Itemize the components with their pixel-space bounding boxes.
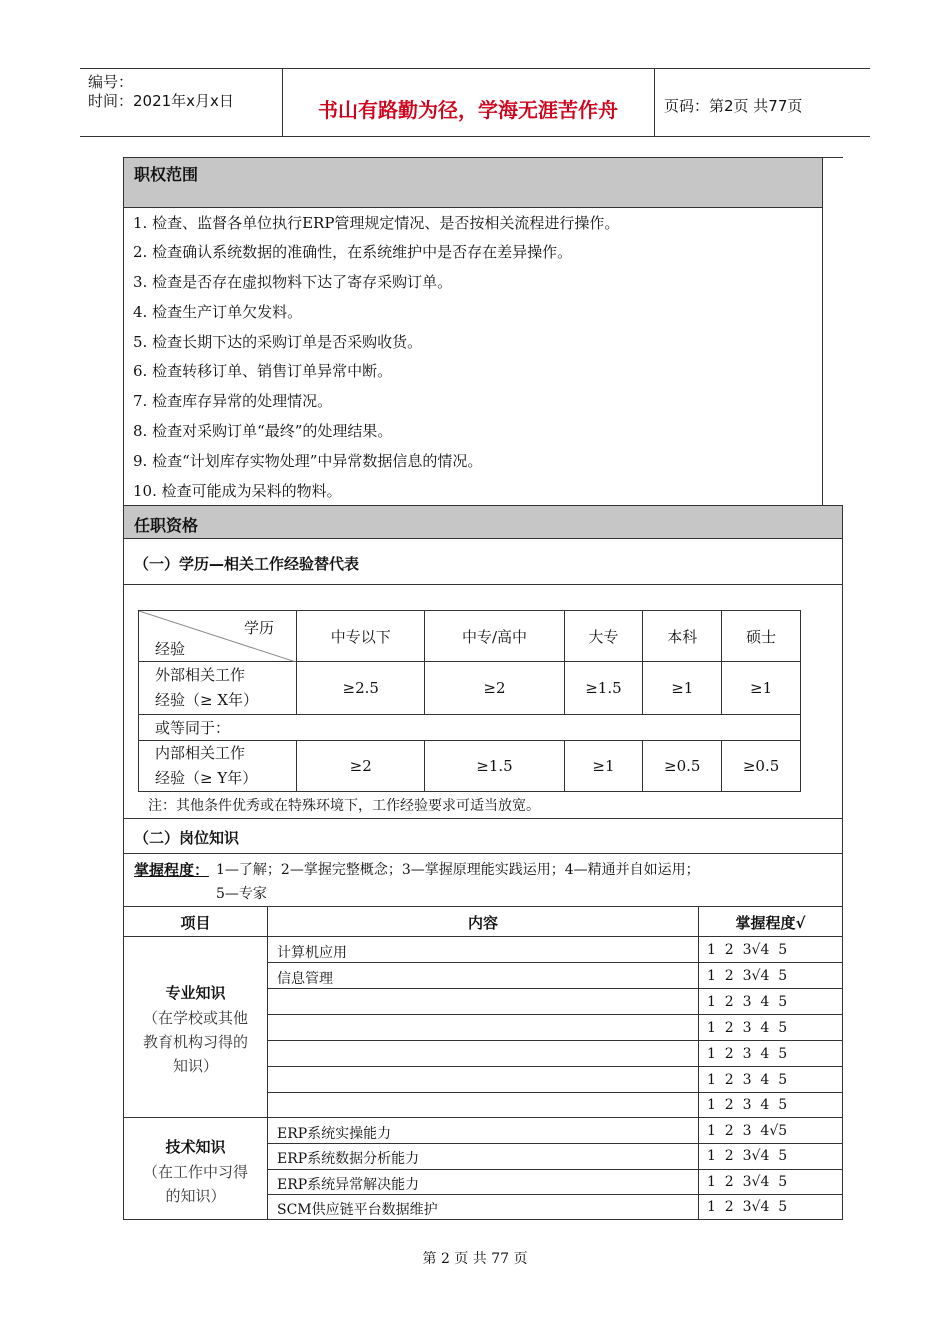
authority-title: 职权范围 [134,165,199,184]
duty-item: 8. 检查对采购订单“最终”的处理结果。 [133,422,393,440]
label-line: 经验（≥ X年） [155,691,259,709]
duty-item: 9. 检查“计划库存实物处理”中异常数据信息的情况。 [133,452,483,470]
header-top-rule [80,68,870,69]
rule [267,1066,843,1067]
experience-note: 注：其他条件优秀或在特殊环境下，工作经验要求可适当放宽。 [148,798,540,814]
mastery-scale-line1: 1—了解；2—掌握完整概念；3—掌握原理能实践运用；4—精通并自如运用； [216,862,700,878]
or-equal-row: 或等同于： [139,715,801,741]
frame-right-border-upper [822,157,823,505]
duty-item: 6. 检查转移订单、销售订单异常中断。 [133,362,393,380]
rule [123,157,843,158]
col-divider [267,906,268,1220]
table-cell: ≥1 [643,662,722,715]
row-label-external [139,662,297,715]
rule [123,906,843,907]
knowledge-content: 计算机应用 [277,945,347,961]
column-header: 中专/高中 [425,611,564,662]
header-motto: 书山有路勤为径，学海无涯苦作舟 [318,98,618,122]
mastery-level: 1 2 3√4 5 [707,1174,788,1190]
table-cell: ≥0.5 [643,741,722,792]
mastery-level: 1 2 3 4 5 [707,1020,788,1036]
desc-line: 教育机构习得的 [142,1033,248,1051]
knowledge-content: SCM供应链平台数据维护 [277,1202,438,1218]
rule [267,1092,843,1093]
knowledge-content: ERP系统异常解决能力 [277,1177,420,1193]
table-cell: ≥2 [297,741,425,792]
mastery-level: 1 2 3 4√5 [707,1123,788,1139]
header-mastery: 掌握程度√ [735,914,806,932]
professional-knowledge-title: 专业知识 [165,984,226,1002]
table-cell: ≥2.5 [297,662,425,715]
column-header: 硕士 [722,611,801,662]
mastery-level: 1 2 3√4 5 [707,1199,788,1215]
knowledge-content: ERP系统数据分析能力 [277,1151,420,1167]
rule [267,1040,843,1041]
header-divider [654,68,655,136]
table-cell: ≥0.5 [722,741,801,792]
rule [123,936,843,937]
education-experience-table [138,610,801,792]
duty-item: 4. 检查生产订单欠发料。 [133,303,303,321]
label-line: 经验（≥ Y年） [155,769,258,787]
rule [267,1014,843,1015]
rule [267,1143,843,1144]
duty-item: 5. 检查长期下达的采购订单是否采购收货。 [133,333,423,351]
row-label-internal [139,741,297,792]
rule [123,538,843,539]
desc-line: （在工作中习得 [142,1163,248,1181]
mastery-level: 1 2 3 4 5 [707,1072,788,1088]
rule [267,1194,843,1195]
technical-knowledge-desc [124,1160,267,1208]
page-footer: 第 2 页 共 77 页 [422,1251,528,1267]
table-cell: ≥1 [564,741,643,792]
duty-item: 7. 检查库存异常的处理情况。 [133,392,333,410]
knowledge-content: ERP系统实操能力 [277,1126,392,1142]
mastery-level: 1 2 3√4 5 [707,1148,788,1164]
column-header: 大专 [564,611,643,662]
frame-right-border-lower [842,505,843,1220]
duty-item: 3. 检查是否存在虚拟物料下达了寄存采购订单。 [133,273,453,291]
mastery-level: 1 2 3√4 5 [707,942,788,958]
knowledge-content: 信息管理 [277,971,333,987]
education-subtitle: （一）学历—相关工作经验替代表 [134,555,360,573]
rule [123,818,843,819]
header-bottom-rule [80,136,870,137]
table-cell: ≥1.5 [425,741,564,792]
label-line: 外部相关工作 [155,666,246,684]
desc-line: 的知识） [165,1187,226,1205]
rule [123,584,843,585]
mastery-level: 1 2 3 4 5 [707,1097,788,1113]
qualification-header-bg [124,506,842,538]
duty-item: 1. 检查、监督各单位执行ERP管理规定情况、是否按相关流程进行操作。 [133,214,620,232]
duty-item: 2. 检查确认系统数据的准确性，在系统维护中是否存在差异操作。 [133,243,573,261]
header-item: 项目 [180,914,211,932]
desc-line: 知识） [172,1057,218,1075]
desc-line: （在学校或其他 [142,1009,248,1027]
header-content: 内容 [467,914,498,932]
mastery-level: 1 2 3√4 5 [707,968,788,984]
rule [123,1219,843,1220]
mastery-label: 掌握程度： [134,861,210,879]
header-page-info: 页码：第2页 共77页 [664,97,803,115]
col-divider [698,906,699,1220]
table-cell: ≥2 [425,662,564,715]
knowledge-subtitle: （二）岗位知识 [134,829,240,847]
professional-knowledge-desc [124,1006,267,1078]
rule [267,988,843,989]
table-cell: ≥1.5 [564,662,643,715]
rule [267,962,843,963]
mastery-scale-line2: 5—专家 [216,886,267,902]
duty-item: 10. 检查可能成为呆料的物料。 [133,482,342,500]
column-header: 中专以下 [297,611,425,662]
rule [123,853,843,854]
mastery-level: 1 2 3 4 5 [707,994,788,1010]
doc-date: 时间：2021年x月x日 [88,92,234,110]
doc-number-label: 编号： [88,73,134,91]
rule [267,1169,843,1170]
table-corner-cell [139,611,297,662]
corner-label-experience: 经验 [155,640,186,658]
corner-label-education: 学历 [243,619,274,637]
column-header: 本科 [643,611,722,662]
qualification-title: 任职资格 [134,516,199,535]
table-cell: ≥1 [722,662,801,715]
rule [123,1117,843,1118]
mastery-level: 1 2 3 4 5 [707,1046,788,1062]
label-line: 内部相关工作 [155,744,246,762]
rule [123,207,823,208]
authority-header-bg [124,157,822,207]
technical-knowledge-title: 技术知识 [165,1138,226,1156]
rule [123,505,843,506]
